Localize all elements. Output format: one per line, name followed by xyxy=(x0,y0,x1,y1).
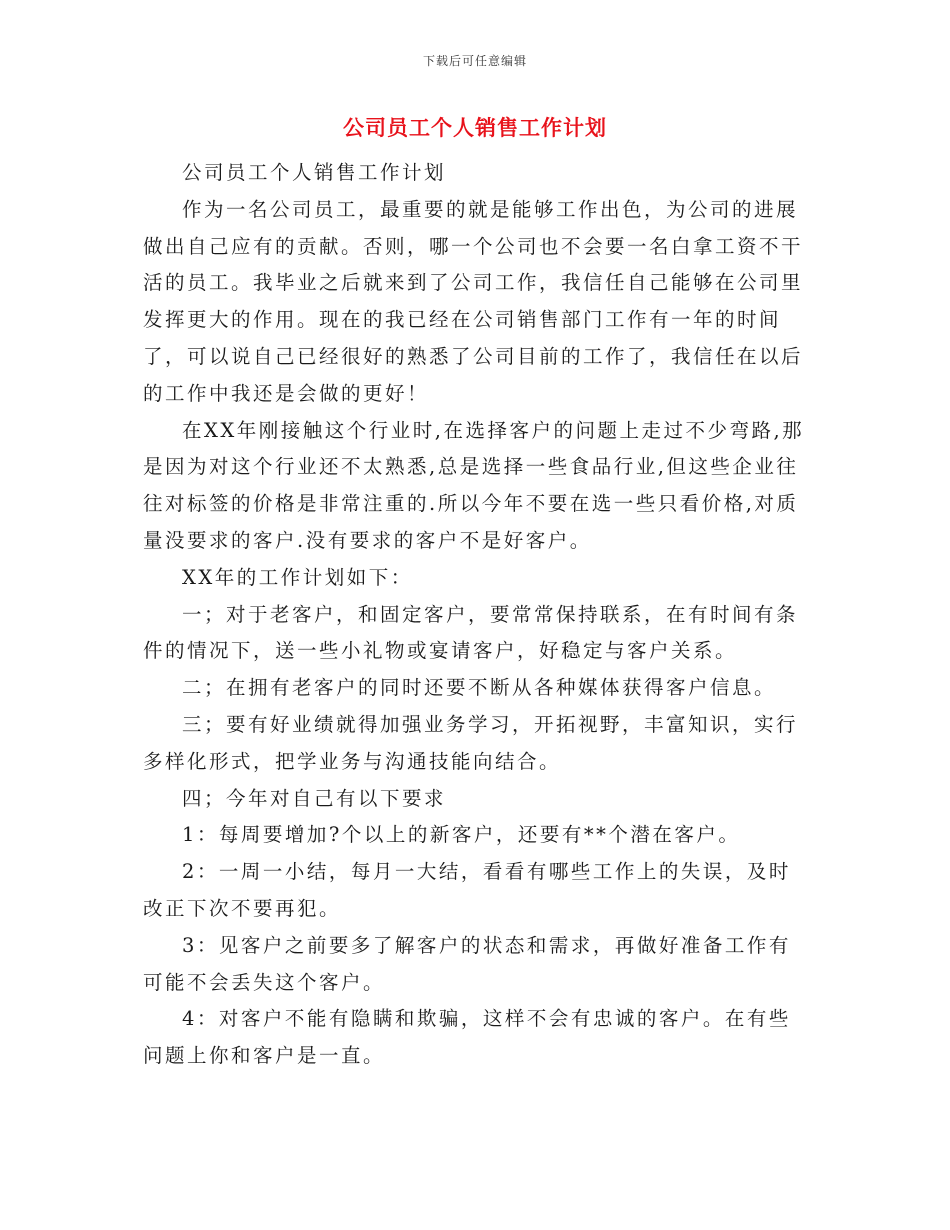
paragraph-plan-item-1: 一；对于老客户，和固定客户，要常常保持联系，在有时间有条件的情况下，送一些小礼物或宴请客户，好稳定与客户关系。 xyxy=(143,602,799,663)
paragraph-requirement-2: 2：一周一小结，每月一大结，看看有哪些工作上的失误，及时改正下次不要再犯。 xyxy=(143,860,791,920)
paragraph-subtitle: 公司员工个人销售工作计划 xyxy=(182,161,447,184)
paragraph-history: 在XX年刚接触这个行业时,在选择客户的问题上走过不少弯路,那是因为对这个行业还不太熟悉,总是选择一些食品行业,但这些企业往往对标签的价格是非常注重的.所以今年不要在选一些只看价格,对质量没要求的客户.没有要求的客户不是好客户。 xyxy=(143,418,805,552)
paragraph-requirement-3: 3：见客户之前要多了解客户的状态和需求，再做好准备工作有可能不会丢失这个客户。 xyxy=(143,933,791,994)
paragraph-intro: 作为一名公司员工，最重要的就是能够工作出色，为公司的进展做出自己应有的贡献。否则，哪一个公司也不会要一名白拿工资不干活的员工。我毕业之后就来到了公司工作，我信任自己能够在公司里发挥更大的作用。现在的我已经在公司销售部门工作有一年的时间了，可以说自己已经很好的熟悉了公司目前的工作了，我信任在以后的工作中我还是会做的更好！ xyxy=(143,197,804,405)
paragraph-plan-item-3: 三；要有好业绩就得加强业务学习，开拓视野，丰富知识，实行多样化形式，把学业务与沟通技能向结合。 xyxy=(143,712,799,773)
page-header-note: 下载后可任意编辑 xyxy=(422,54,527,68)
paragraph-requirement-4: 4：对客户不能有隐瞒和欺骗，这样不会有忠诚的客户。在有些问题上你和客户是一直。 xyxy=(143,1007,791,1068)
paragraph-plan-item-4: 四；今年对自己有以下要求 xyxy=(182,786,447,810)
paragraph-requirement-1: 1：每周要增加?个以上的新客户，还要有**个潜在客户。 xyxy=(182,823,741,847)
document-title: 公司员工个人销售工作计划 xyxy=(343,115,607,140)
document-body xyxy=(143,155,809,1075)
paragraph-plan-item-2: 二；在拥有老客户的同时还要不断从各种媒体获得客户信息。 xyxy=(182,676,777,700)
paragraph-plan-heading: XX年的工作计划如下： xyxy=(182,565,413,589)
